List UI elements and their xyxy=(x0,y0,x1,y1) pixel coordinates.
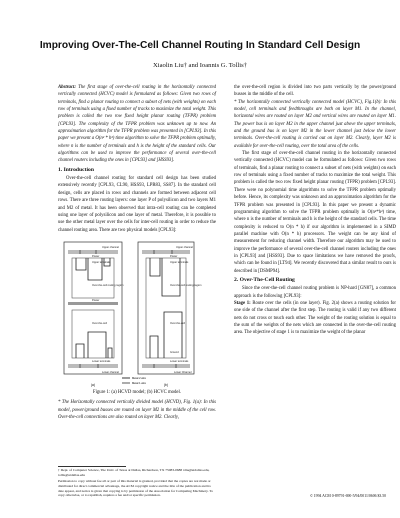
hcvc-paragraph: * The horizontally connected vertically connected model (HCVC), Fig.1(b): In this model, cell terminals and feedthroughs are both on layer M1. In the channel, horizontal wires are routed on layer M2 and vertical wires are routed on layer M1. The power bus is on layer M2 in the upper channel just above the upper terminals, and the ground bus is on layer M2 in the lower channel just below the lower terminals. Over-the-cell routing is carried out on layer M2. Clearly, layer M2 is available for over-the-cell routing, over the total area of the cells. xyxy=(234,99,396,149)
fig-a-label-3: Over-the-cell routing region xyxy=(92,283,124,287)
fig-b-label-0: Upper channel xyxy=(176,245,193,249)
fig-b-label-6: Lower terminals xyxy=(170,359,189,363)
first-stage-paragraph: The first stage of over-the-cell channel routing in the horizontally connected vertically connected (HCVC) model can be formulated as follows: Given two rows of terminals, find a planar routing to connect a subset of nets (with weights) on each row of terminals using a fixed number of tracks to maximize the total weight. This problem is called the two row fixed height planar routing (TFPR) problem [CPL93]. There were no polynomial time algorithms to solve the TFPR problem optimally before. Hence, its complexity was unknown and an approximation algorithm for the TFPR problem was presented in [CPL93]. In this paper we present a dynamic programming algorithm to solve the TFPR problem optimally in O(n²*h²) time, where n is the number of terminals and h is the height of the standard cells. The time complexity is reduced to O(n * h) if our algorithm is implemented in a SIMD parallel machine with O(n * h) processors. The weight can be any kind of measurement for reducing channel width. Therefore our algorithm may be used to improve the performance of several over-the-cell channel routers including the ones in [CPL93] and [HSS93]. Due to space limitations we have removed the proofs, which can be found in [LT94]. We recently discovered that a similar result to ours is described in [DSMP94]. xyxy=(234,151,396,274)
legend-metal1: Metal 1 wire xyxy=(132,381,146,385)
right-column xyxy=(234,84,396,337)
paper-authors: Xiaolin Liu† and Ioannis G. Tollis† xyxy=(153,62,247,69)
abstract xyxy=(58,84,216,165)
permission-notice: Permission to copy without fee all or part of this material is granted, provided that the copies are not made or distributed for direct commercial advantage, the ACM copyright notice and the title of the publication and its date appear, and notice is given that copying is by permission of the Association for Computing Machinery. To copy otherwise, or to republish, requires a fee and/or specific permission. xyxy=(58,479,213,498)
left-column xyxy=(58,84,216,421)
fig-label-a: (a) xyxy=(91,382,95,387)
fig-a-label-7: Lower channel xyxy=(102,370,119,374)
fig-a-label-6: Lower terminals xyxy=(92,359,111,363)
fig-b-label-7: Lower Channel xyxy=(174,370,192,374)
paper-title: Improving Over-The-Cell Channel Routing In Standard Cell Design xyxy=(39,40,361,51)
stage1-paragraph xyxy=(234,300,396,337)
hcvd-paragraph: * The Horizontally connected vertically divided model (HCVD), Fig. 1(a): In this model, power/ground busses are routed on layer M2 in the middle of the cell row. Over-the-cell connections are also routed on layer M2. Clearly, xyxy=(58,400,216,420)
fig-b-label-2: Upper terminals xyxy=(170,260,189,264)
figure-legend xyxy=(122,376,147,385)
intro-paragraph: Over-the-cell channel routing for standard cell design has been studied extensively recently [CPL93, CL90, HSS93, LPR83, SS87]. In the standard cell design, cells are placed in rows and channels are formed between adjacent cell rows. There are three routing layers: one layer P of polysilicon and two layers M1 and M2 of metal. It has been observed that intra-cell routing can be completed using one layer of polysilicon and one layer of metal. Therefore, it is possible to use the other metal layer over the cells for inter-cell routing in order to reduce the channel routing area. There are two physical models [CPL93]: xyxy=(58,176,216,233)
intro-heading: 1. Introduction xyxy=(58,166,94,173)
fig-a-label-0: Upper channel xyxy=(102,245,119,249)
stage1-text: Route over the cells (in one layer). Fig. 2(a) shows a routing solution for one side of the channel after the first step. The routing is valid if any two different nets do not cross or touch each other. The weight of the routing solution is equal to the sum of the weights of the nets which are connected in the over-the-cell routing area. The objective of stage 1 is to maximize the weight of the planar xyxy=(234,300,397,336)
continued-paragraph: the over-the-cell region is divided into two parts vertically by the power/ground busses in the middle of the cell. xyxy=(234,85,396,98)
copyright-line: © 1994 ACM 0-89791-690-5/94/0011/0606 $3.50 xyxy=(309,494,386,498)
fig-b-label-3: Over-the-cell routing region xyxy=(170,283,202,287)
figure-caption: Figure 1: (a) HCVD model; (b) HCVC model. xyxy=(92,389,182,395)
abstract-label: Abstract: xyxy=(58,85,76,90)
figure-1 xyxy=(58,236,216,388)
fig-b-label-4: Over-the-cell xyxy=(170,321,185,325)
fig-a-label-1: Power xyxy=(92,254,100,258)
section2-heading: 2. Over-The-Cell Routing xyxy=(234,276,295,283)
abstract-text: The first stage of over-the-cell routing in the horizontally connected vertically connected (HCVC) model is formulated as follows: Given two rows of terminals, find a planar routing to connect a subset of nets (with weights) on each row of terminals using a fixed number of tracks to maximize the total weight. This problem is called the two row fixed height planar routing (TFPR) problem [CPL93]. The complexity of the TFPR problem was unknown up to now. An approximation algorithm for the TFPR problem was presented in [CPL93]. In this paper we present a O(n² * h²) time algorithm to solve the TFPR problem optimally, where n is the number of terminals and h is the height of the standard cells. Our algorithms can be used to improve the performance of several over-the-cell channel routers including the ones in [CPL93] and [HSS93]. xyxy=(58,85,216,164)
fig-a-label-2: Upper terminals xyxy=(92,260,111,264)
fig-a-label-5: Over-the-cell xyxy=(92,321,107,325)
legend-metal2: Metal 2 wire xyxy=(132,376,146,380)
fig-label-b: (b) xyxy=(164,382,168,387)
footnote-rule xyxy=(58,466,126,467)
fig-b-label-1: Power xyxy=(170,254,178,258)
figure-1-diagram xyxy=(58,236,216,388)
stage1-label: Stage 1: xyxy=(234,300,251,306)
author-footnote: † Dept. of Computer Science, The Univ. of Texas at Dallas, Richardson, TX 75083-0688 xliu@utdallas.edu, tollis@utdallas.edu xyxy=(58,468,210,477)
fig-b-label-5: Ground xyxy=(170,350,179,354)
section2-paragraph: Since the over-the-cell channel routing problem is NP-hard [GN87], a common approach is the following [CPL93]: xyxy=(234,286,396,299)
fig-a-label-4: Power xyxy=(92,298,100,302)
